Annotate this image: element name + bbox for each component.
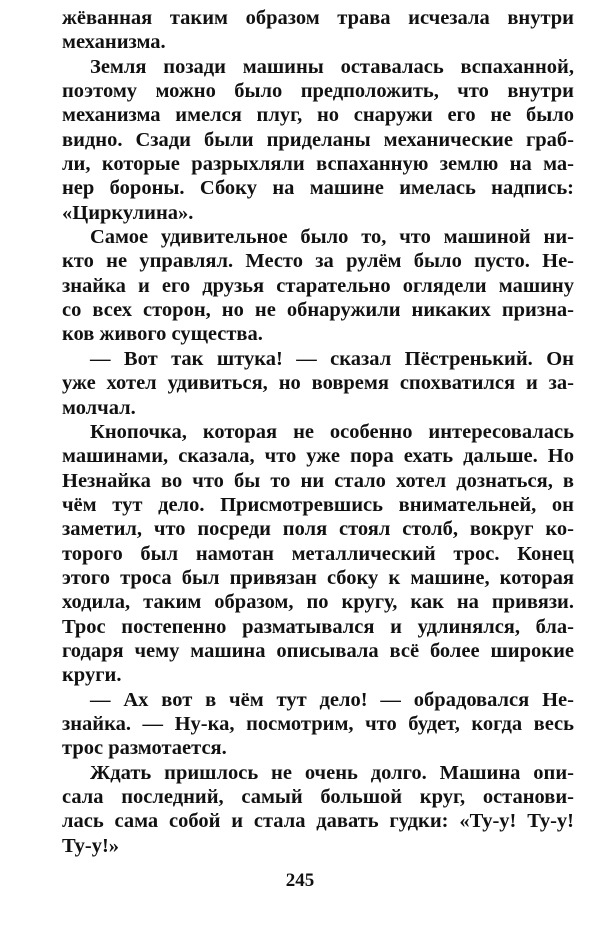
text-line: механизма. — [62, 31, 166, 54]
text-line: Ждать пришлось не очень долго. Машина опи- — [90, 761, 574, 784]
text-line: знайка. — Ну-ка, посмотрим, что будет, когда весь — [62, 712, 574, 735]
text-line: ходила, таким образом, по кругу, как на привязи. — [62, 591, 574, 614]
text-line: механизма имелся плуг, но снаружи его не было — [62, 104, 574, 127]
text-line: ков живого существа. — [62, 323, 263, 346]
text-line: ли, которые разрыхляли вспаханную землю на ма- — [62, 153, 574, 176]
text-line: торого был намотан металлический трос. Конец — [62, 542, 574, 565]
text-line: поэтому можно было предположить, что внутри — [62, 80, 574, 103]
text-line: трос размотается. — [62, 737, 227, 760]
text-line: знайка и его друзья старательно оглядели машину — [62, 274, 574, 297]
text-line: лась сама собой и стала давать гудки: «Ту-у! Ту-у! — [62, 810, 574, 833]
text-line: кто не управлял. Место за рулём было пусто. Не- — [62, 250, 574, 273]
text-line: заметил, что посреди поля стоял столб, вокруг ко- — [62, 518, 574, 541]
text-line: — Вот так штука! — сказал Пёстренький. Он — [90, 347, 574, 370]
text-line: молчал. — [62, 396, 136, 419]
text-line: Незнайка во что бы то ни стало хотел дознаться, в — [62, 469, 574, 492]
text-line: уже хотел удивиться, но вовремя спохватился и за- — [62, 372, 574, 395]
text-line: Кнопочка, которая не особенно интересовалась — [90, 420, 574, 443]
text-line: «Циркулина». — [62, 201, 194, 224]
text-line: годаря чему машина описывала всё более широкие — [62, 639, 574, 662]
text-line: жёванная таким образом трава исчезала внутри — [62, 7, 574, 29]
text-line: Самое удивительное было то, что машиной ни- — [90, 226, 574, 249]
text-line: Ту-у!» — [62, 834, 120, 857]
page-number: 245 — [285, 870, 315, 891]
text-line: Трос постепенно разматывался и удлинялся, бла- — [62, 615, 574, 638]
text-line: чём тут дело. Присмотревшись внимательней, он — [62, 493, 574, 516]
text-line: сала последний, самый большой круг, останови- — [62, 786, 574, 808]
page-body-text — [62, 6, 574, 858]
text-line: круги. — [62, 664, 122, 687]
text-line: Земля позади машины оставалась вспаханной, — [90, 55, 574, 78]
text-line: нер бороны. Сбоку на машине имелась надпись: — [62, 177, 574, 200]
text-line: машинами, сказала, что уже пора ехать дальше. Но — [62, 445, 574, 468]
text-line: этого троса был привязан сбоку к машине, которая — [62, 566, 574, 589]
text-line: со всех сторон, но не обнаружили никаких призна- — [62, 299, 574, 322]
text-line: — Ах вот в чём тут дело! — обрадовался Не- — [90, 688, 574, 711]
text-line: видно. Сзади были приделаны механические граб- — [62, 128, 574, 151]
